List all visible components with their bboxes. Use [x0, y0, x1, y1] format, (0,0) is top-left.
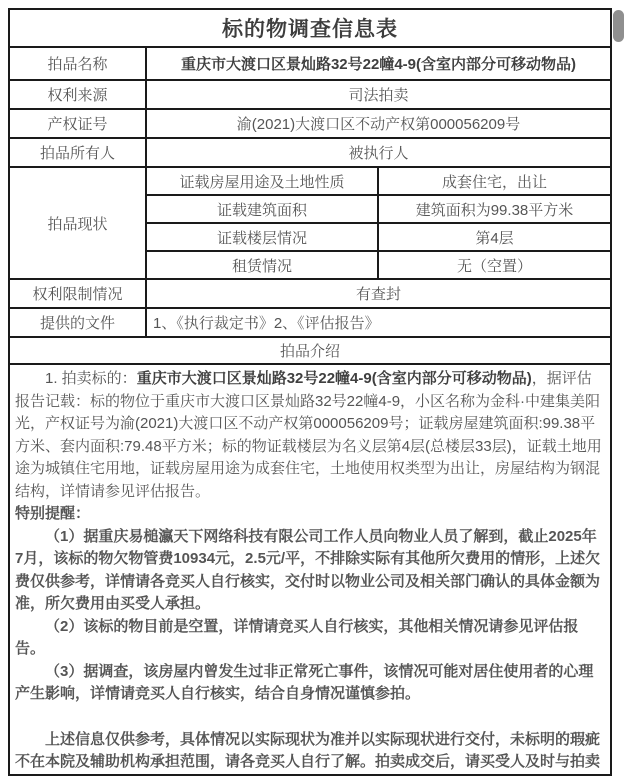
- status-lease-name: 租赁情况: [147, 252, 379, 278]
- status-floor-value: 第4层: [475, 229, 514, 247]
- disclaimer-paragraph: 上述信息仅供参考，具体情况以实际现状为准并以实际现状进行交付，未标明的瑕疵不在本院及辅助机构承担范围，请各竞买人自行了解。拍卖成交后，请买受人及时与拍卖: [15, 730, 601, 770]
- special-notice-title: 特别提醒：: [15, 505, 91, 522]
- documents-label: 提供的文件: [10, 309, 147, 336]
- status-section-label: 拍品现状: [10, 168, 147, 278]
- intro-paragraph-address: 重庆市大渡口区景灿路32号22幢4-9(含室内部分可移动物品): [136, 370, 532, 387]
- owner-label: 拍品所有人: [10, 139, 147, 166]
- status-usage-name: 证载房屋用途及土地性质: [147, 168, 379, 194]
- status-floor-name: 证载楼层情况: [147, 224, 379, 250]
- row-intro-header: [10, 338, 610, 365]
- status-usage-value: 成套住宅，出让: [441, 173, 547, 191]
- documents-value: 1、《执行裁定书》2、《评估报告》: [153, 315, 380, 332]
- row-owner: [10, 139, 610, 168]
- rights-source-label: 权利来源: [10, 81, 147, 108]
- special-notice-3: （3）据调查，该房屋内曾发生过非正常死亡事件，该情况可能对居住使用者的心理产生影响，详情请竞买人自行核实，结合自身情况谨慎参拍。: [15, 662, 594, 702]
- status-subtable: [147, 168, 610, 278]
- page-title: 标的物调查信息表: [222, 18, 398, 41]
- intro-paragraph: [15, 368, 605, 503]
- intro-header: 拍品介绍: [279, 343, 340, 360]
- status-row-usage: [147, 168, 610, 196]
- status-area-name: 证载建筑面积: [147, 196, 379, 222]
- row-auction-name: [10, 48, 610, 81]
- status-area-value: 建筑面积为99.38平方米: [415, 201, 574, 219]
- auction-name-value: 重庆市大渡口区景灿路32号22幢4-9(含室内部分可移动物品): [180, 56, 577, 73]
- row-documents: [10, 309, 610, 338]
- row-rights-limit: [10, 280, 610, 309]
- row-cert-no: [10, 110, 610, 139]
- special-notice-2: （2）该标的物目前是空置，详情请竞买人自行核实，其他相关情况请参见评估报告。: [15, 617, 579, 657]
- rights-limit-value: 有查封: [355, 286, 401, 303]
- row-status-section: [10, 168, 610, 280]
- status-row-floor: [147, 224, 610, 252]
- auction-name-label: 拍品名称: [10, 48, 147, 79]
- status-row-lease: [147, 252, 610, 278]
- cert-no-label: 产权证号: [10, 110, 147, 137]
- status-lease-value: 无（空置）: [456, 257, 532, 275]
- rights-limit-label: 权利限制情况: [10, 280, 147, 307]
- subject-investigation-table: [8, 8, 612, 776]
- owner-value: 被执行人: [348, 145, 409, 162]
- intro-paragraph-rest: ，据评估报告记载：标的物位于重庆市大渡口区景灿路32号22幢4-9，小区名称为金科·中建集美阳光，产权证号为渝(2021)大渡口区不动产权第000056209号；证载房屋建筑面积:99.38平方米、套内面积:79.48平方米；标的物证载楼层为名义层第4层(总楼层33层)，证载土地用途为城镇住宅用地，证载房屋用途为成套住宅，土地使用权类型为出让，房屋结构为钢混结构，详情请参见评估报告。: [15, 370, 602, 500]
- table-title-row: [10, 10, 610, 48]
- row-rights-source: [10, 81, 610, 110]
- status-row-area: [147, 196, 610, 224]
- cert-no-value: 渝(2021)大渡口区不动产权第000056209号: [236, 116, 521, 133]
- scrollbar-thumb[interactable]: [613, 10, 624, 42]
- special-notice-1: （1）据重庆易槌瀛天下网络科技有限公司工作人员向物业人员了解到，截止2025年7月，该标的物欠物管费10934元，2.5元/平，不排除实际有其他所欠费用的情形，上述欠费仅供参考，详情请各竞买人自行核实，交付时以物业公司及相关部门确认的具体金额为准，所欠费用由买受人承担。: [15, 527, 601, 612]
- intro-paragraph-prefix: 1. 拍卖标的：: [45, 370, 137, 387]
- intro-content-cell: [10, 365, 610, 774]
- rights-source-value: 司法拍卖: [348, 87, 409, 104]
